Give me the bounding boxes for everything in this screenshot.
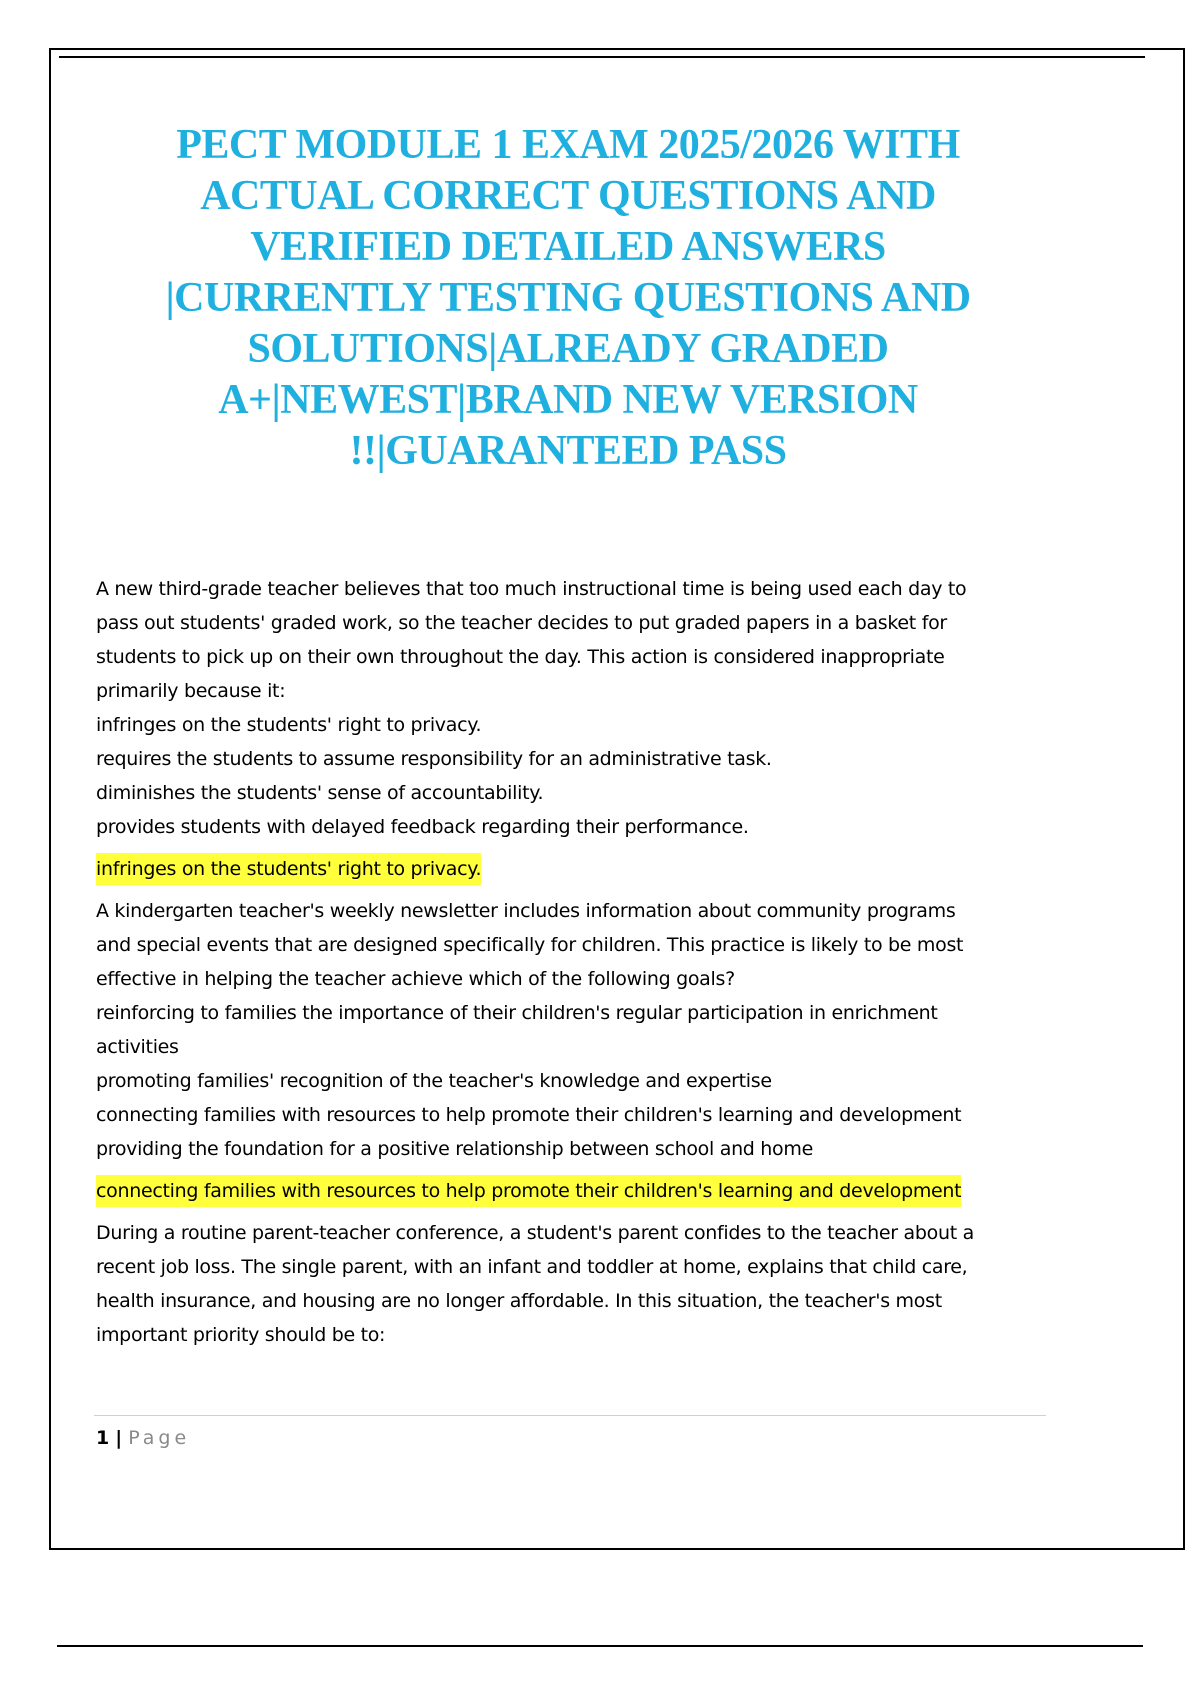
title-line: VERIFIED DETAILED ANSWERS	[250, 224, 886, 270]
footer-separator: |	[115, 1427, 123, 1449]
title-line: |CURRENTLY TESTING QUESTIONS AND	[165, 275, 971, 321]
question-stem-line: effective in helping the teacher achieve which of the following goals?	[96, 968, 735, 990]
next-page-top-rule	[57, 1645, 1143, 1647]
answer-option: providing the foundation for a positive relationship between school and home	[96, 1138, 813, 1160]
highlighted-correct-answer: connecting families with resources to help promote their children's learning and development	[96, 1175, 961, 1207]
question-stem-line: recent job loss. The single parent, with an infant and toddler at home, explains that child care,	[96, 1256, 968, 1278]
page-label: Page	[128, 1427, 191, 1449]
page-number: 1	[96, 1427, 110, 1449]
answer-option: connecting families with resources to help promote their children's learning and development	[96, 1104, 962, 1126]
document-title	[100, 120, 1036, 477]
question-stem-line: important priority should be to:	[96, 1324, 386, 1346]
question-stem-line: and special events that are designed specifically for children. This practice is likely to be most	[96, 934, 964, 956]
question-stem-line: students to pick up on their own throughout the day. This action is considered inappropriate	[96, 646, 945, 668]
footer-rule	[94, 1415, 1046, 1416]
question-stem-line: A new third-grade teacher believes that too much instructional time is being used each day to	[96, 578, 967, 600]
answer-option: diminishes the students' sense of accountability.	[96, 782, 544, 804]
title-line: PECT MODULE 1 EXAM 2025/2026 WITH	[176, 122, 960, 168]
highlighted-correct-answer: infringes on the students' right to privacy.	[96, 853, 481, 885]
answer-option: activities	[96, 1036, 179, 1058]
question-stem-line: primarily because it:	[96, 680, 286, 702]
top-rule	[59, 56, 1145, 58]
question-1	[96, 572, 1086, 894]
question-stem-line: During a routine parent-teacher conference, a student's parent confides to the teacher about a	[96, 1222, 974, 1244]
question-stem-line: A kindergarten teacher's weekly newsletter includes information about community programs	[96, 900, 956, 922]
question-stem-line: pass out students' graded work, so the teacher decides to put graded papers in a basket for	[96, 612, 947, 634]
question-stem-line: health insurance, and housing are no longer affordable. In this situation, the teacher's most	[96, 1290, 942, 1312]
title-line: A+|NEWEST|BRAND NEW VERSION	[218, 377, 918, 423]
answer-option: requires the students to assume responsibility for an administrative task.	[96, 748, 772, 770]
answer-option: provides students with delayed feedback regarding their performance.	[96, 816, 749, 838]
title-line: SOLUTIONS|ALREADY GRADED	[247, 326, 889, 372]
answer-option: promoting families' recognition of the teacher's knowledge and expertise	[96, 1070, 772, 1092]
document-body	[96, 572, 1086, 1352]
page-footer	[96, 1424, 190, 1452]
question-2	[96, 894, 1086, 1216]
answer-option: reinforcing to families the importance of their children's regular participation in enrichment	[96, 1002, 938, 1024]
question-3	[96, 1216, 1086, 1352]
answer-option: infringes on the students' right to privacy.	[96, 714, 482, 736]
title-line: !!|GUARANTEED PASS	[349, 428, 787, 474]
title-line: ACTUAL CORRECT QUESTIONS AND	[200, 173, 936, 219]
